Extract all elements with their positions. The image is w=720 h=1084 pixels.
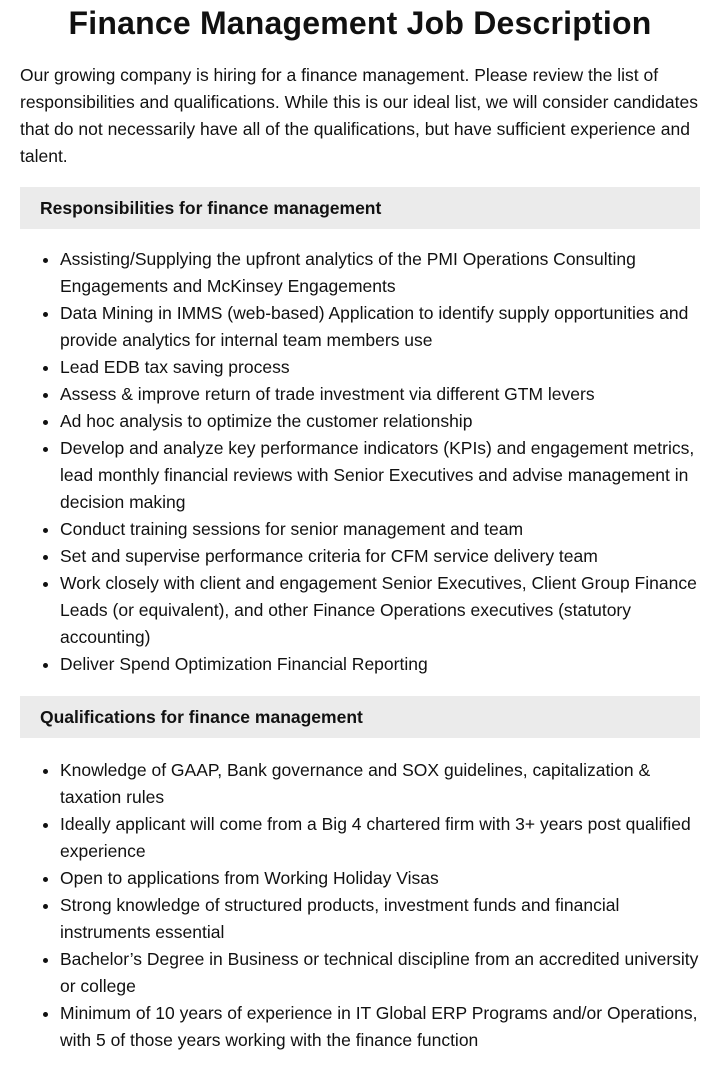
list-item: • Deliver Spend Optimization Financial Reporting xyxy=(60,651,700,678)
list-item: • Knowledge of GAAP, Bank governance and SOX guidelines, capitalization & taxation rules xyxy=(60,757,700,811)
qualifications-heading: Qualifications for finance management xyxy=(20,696,700,738)
list-item: • Set and supervise performance criteria for CFM service delivery team xyxy=(60,543,700,570)
list-item: • Assess & improve return of trade investment via different GTM levers xyxy=(60,381,700,408)
qualifications-list xyxy=(20,757,700,1054)
list-item: • Open to applications from Working Holiday Visas xyxy=(60,865,700,892)
list-item: • Ideally applicant will come from a Big 4 chartered firm with 3+ years post qualified experience xyxy=(60,811,700,865)
responsibilities-heading: Responsibilities for finance management xyxy=(20,187,700,229)
responsibilities-list xyxy=(20,246,700,678)
list-item: • Work closely with client and engagement Senior Executives, Client Group Finance Leads (or equivalent), and other Finance Operations executives (statutory accounting) xyxy=(60,570,700,651)
page-title: Finance Management Job Description xyxy=(68,5,652,41)
list-item: • Minimum of 10 years of experience in IT Global ERP Programs and/or Operations, with 5 of those years working with the finance function xyxy=(60,1000,700,1054)
list-item: • Strong knowledge of structured products, investment funds and financial instruments essential xyxy=(60,892,700,946)
list-item: • Lead EDB tax saving process xyxy=(60,354,700,381)
list-item: • Ad hoc analysis to optimize the customer relationship xyxy=(60,408,700,435)
list-item: • Assisting/Supplying the upfront analytics of the PMI Operations Consulting Engagements and McKinsey Engagements xyxy=(60,246,700,300)
list-item: • Bachelor’s Degree in Business or technical discipline from an accredited university or college xyxy=(60,946,700,1000)
intro-paragraph: Our growing company is hiring for a finance management. Please review the list of responsibilities and qualifications. While this is our ideal list, we will consider candidates that do not necessarily have all of the qualifications, but have sufficient experience and talent. xyxy=(20,65,698,166)
list-item: • Data Mining in IMMS (web-based) Application to identify supply opportunities and provide analytics for internal team members use xyxy=(60,300,700,354)
list-item: • Develop and analyze key performance indicators (KPIs) and engagement metrics, lead monthly financial reviews with Senior Executives and advise management in decision making xyxy=(60,435,700,516)
list-item: • Conduct training sessions for senior management and team xyxy=(60,516,700,543)
